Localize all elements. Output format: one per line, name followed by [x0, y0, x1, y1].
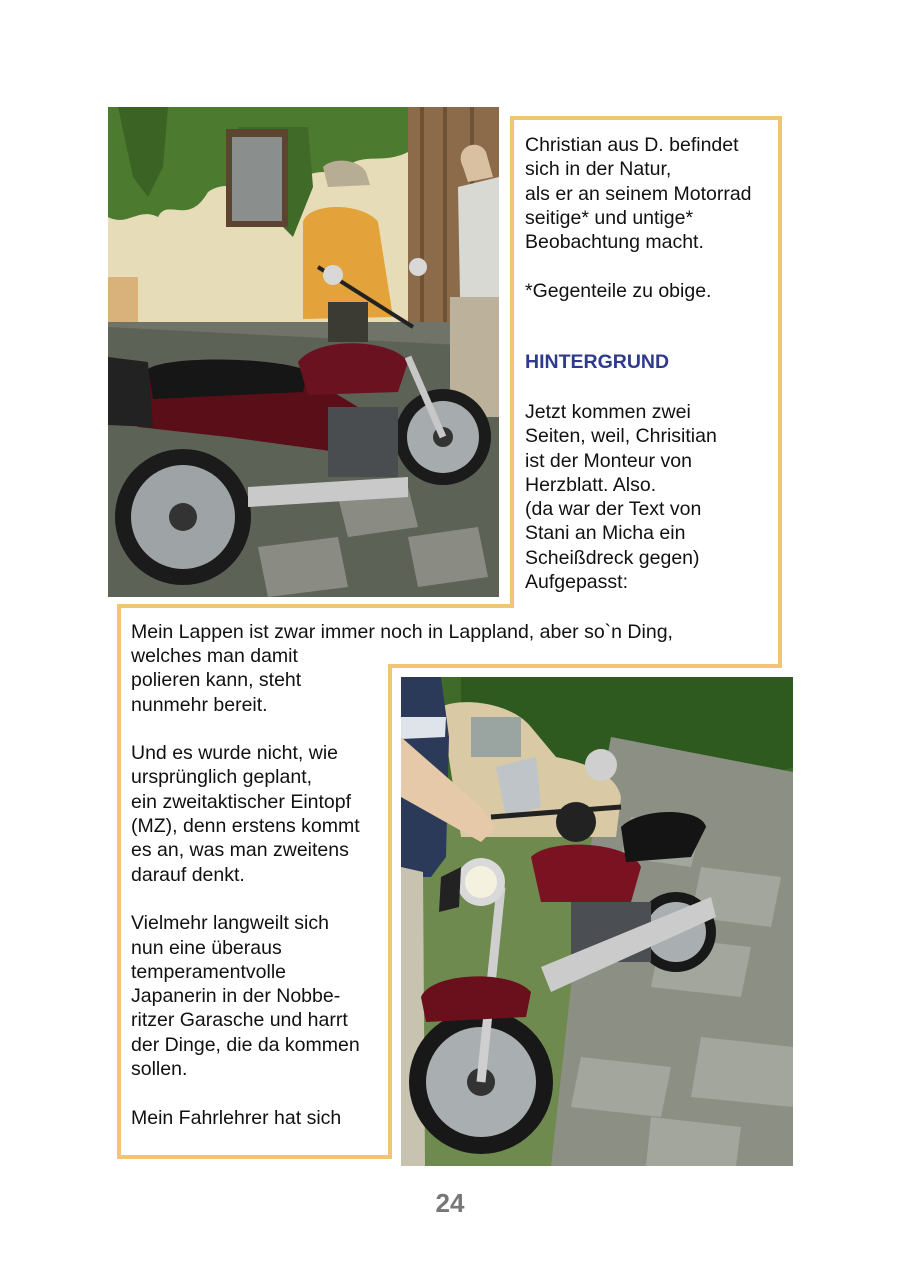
motorcycle-photo-bottom: [401, 677, 793, 1166]
frame-line: [510, 116, 782, 120]
frame-line: [388, 664, 782, 668]
frame-line: [778, 116, 782, 668]
section-heading: HINTERGRUND: [525, 351, 670, 373]
background-paragraph: Jetzt kommen zwei Seiten, weil, Chrisitian ist der Monteur von Herzblatt. Also. (da war der Text von Stani an Micha ein Scheißdreck gegen) Aufgepasst:: [525, 401, 717, 594]
photo-caption: Christian aus D. befindet sich in der Natur, als er an seinem Motorrad seitige* und untige* Beobachtung macht. *Gegenteile zu obige.: [525, 134, 752, 302]
frame-line: [510, 116, 514, 608]
body-line-wide: Mein Lappen ist zwar immer noch in Lappland, aber so`n Ding,: [131, 621, 673, 643]
frame-line: [117, 604, 121, 1159]
frame-line: [388, 664, 392, 1159]
frame-line: [117, 604, 514, 608]
frame-line: [117, 1155, 391, 1159]
body-column-left: welches man damit polieren kann, steht nunmehr bereit. Und es wurde nicht, wie ursprünglich geplant, ein zweitaktischer Eintopf (MZ), denn erstens kommt es an, was man zweitens darauf denkt. Vielmehr langweilt sich nun eine überaus temperamentvolle Japanerin in der Nobbe- ritzer Garasche und harrt der Dinge, die da kommen sollen. Mein Fahrlehrer hat sich: [131, 645, 360, 1129]
motorcycle-photo-top: [108, 107, 499, 597]
page-number: 24: [435, 1188, 465, 1218]
